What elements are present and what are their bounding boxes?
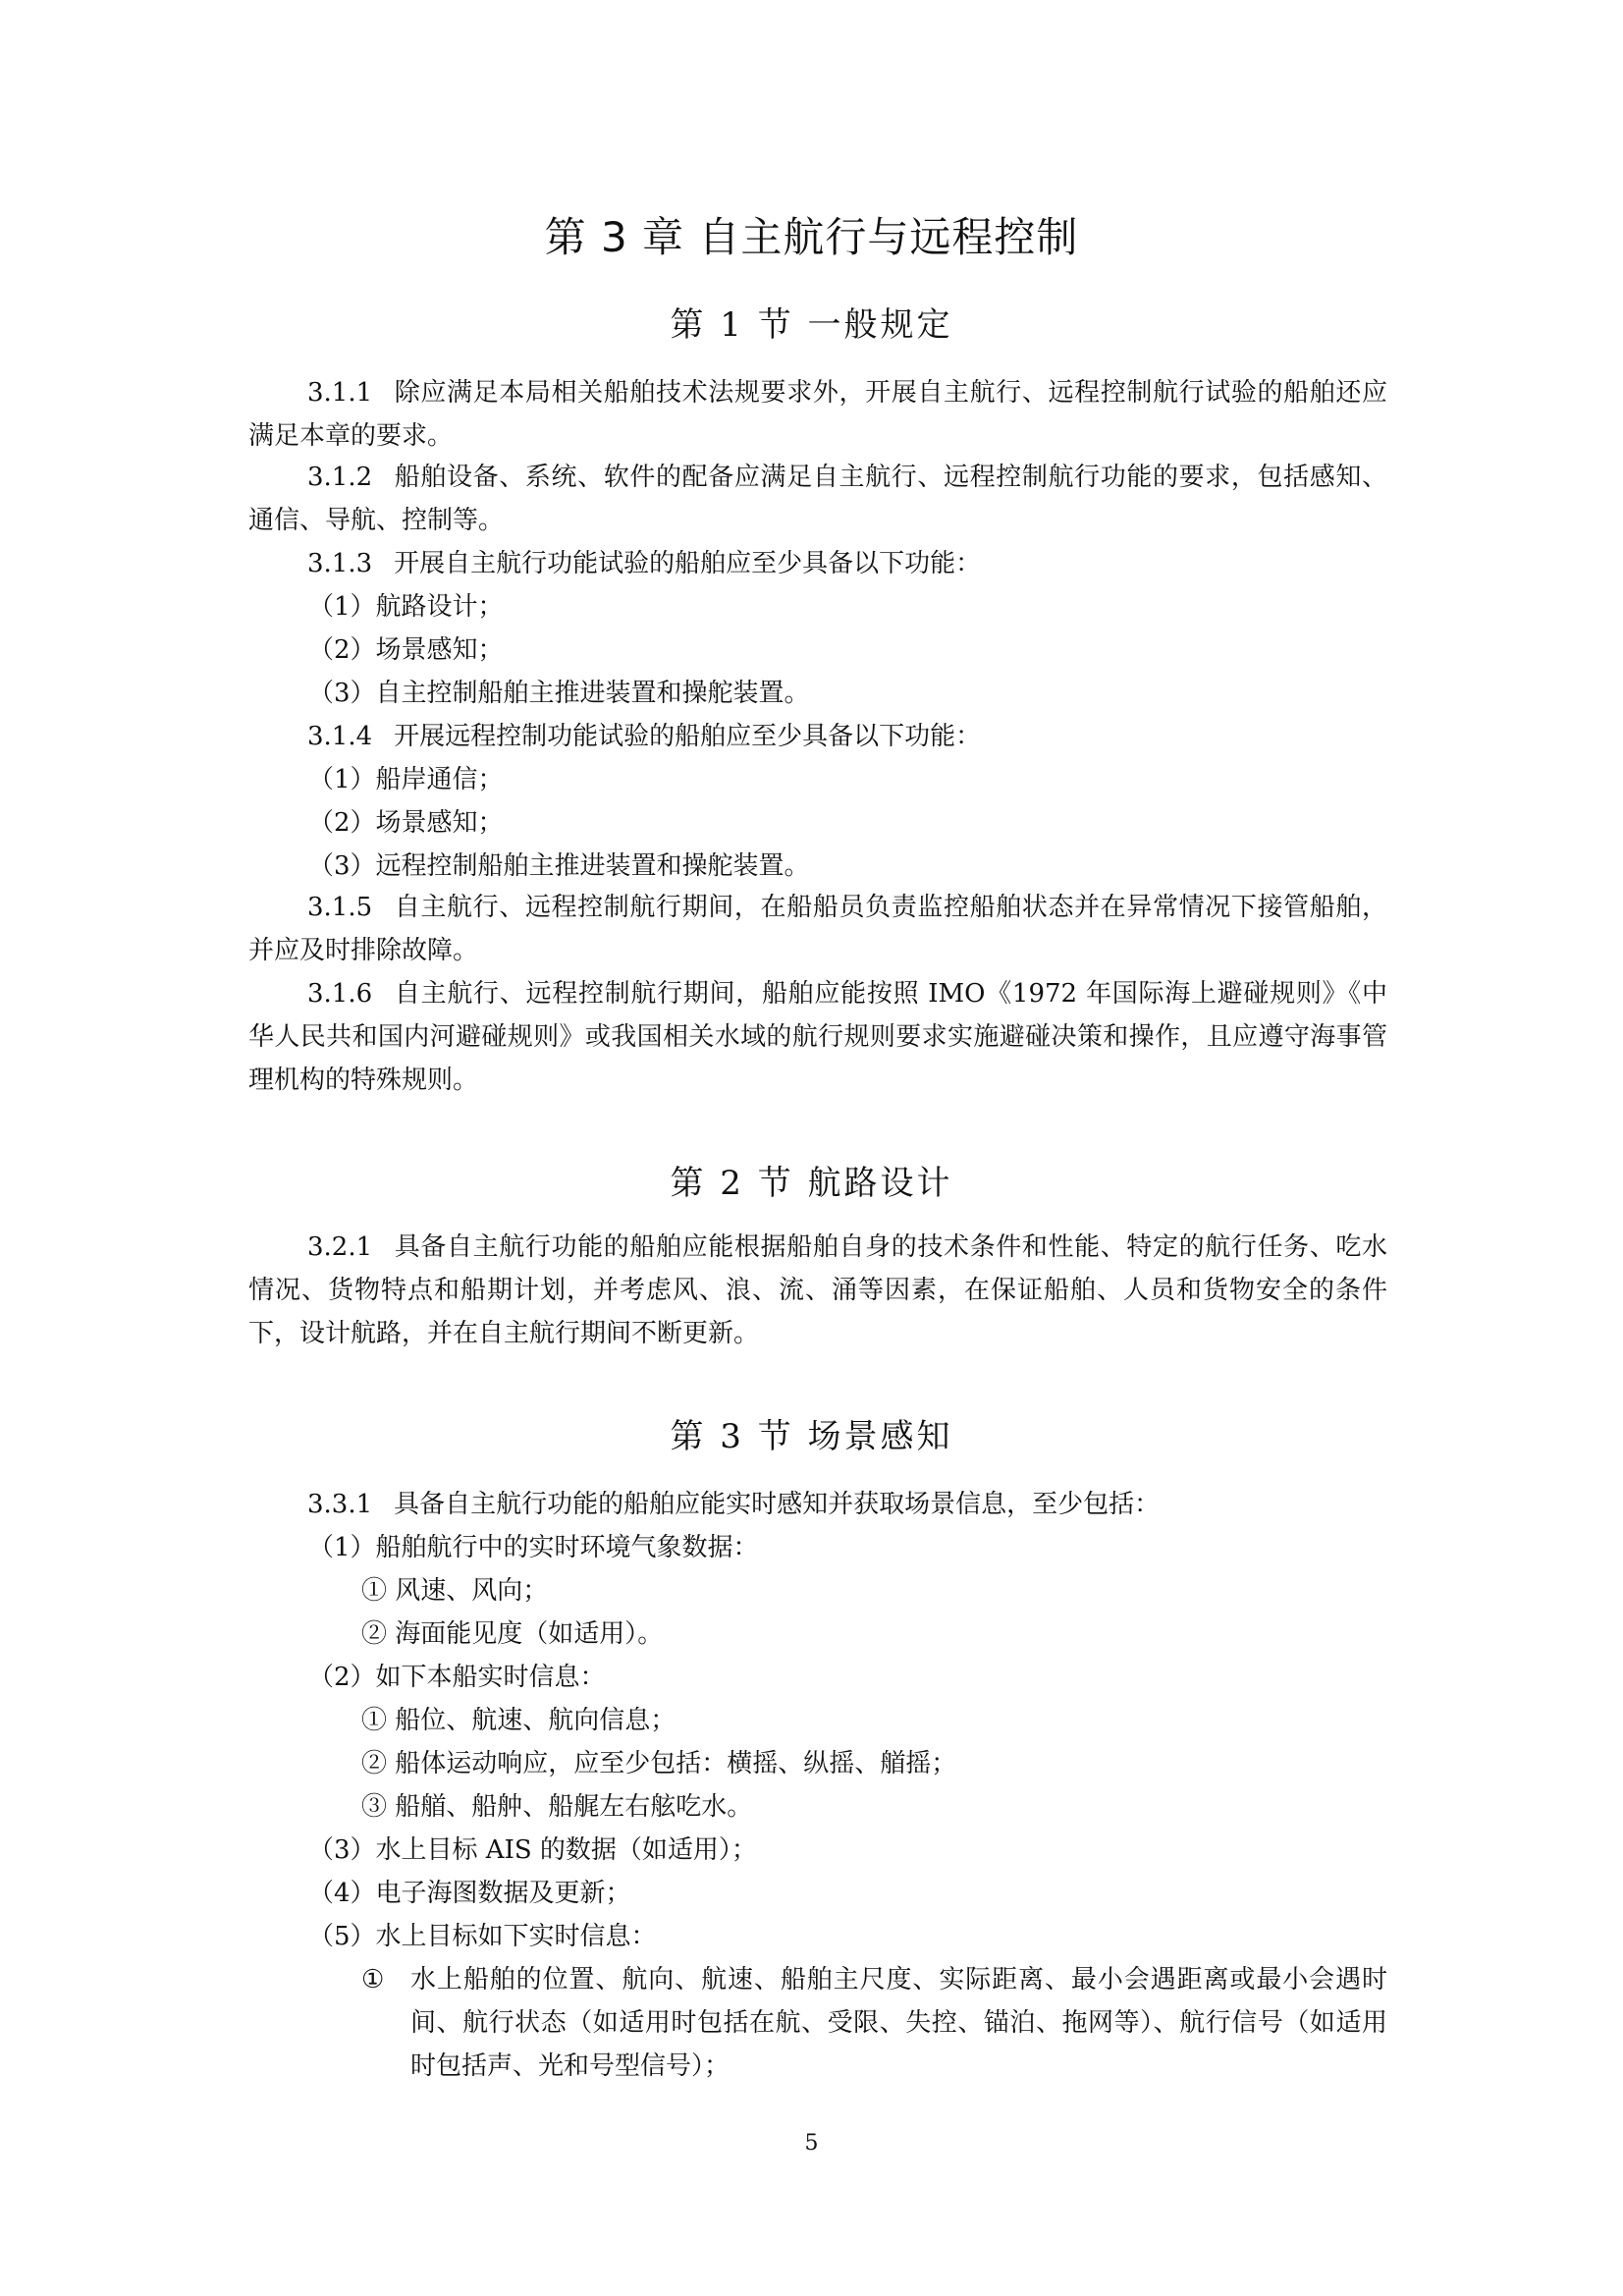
- chapter-title: 第 3 章 自主航行与远程控制: [544, 213, 1079, 261]
- clause-text: 具备自主航行功能的船舶应能实时感知并获取场景信息，至少包括：: [394, 1490, 1161, 1519]
- clause-text: 除应满足本局相关船舶技术法规要求外，开展自主航行、远程控制航行试验的船舶还应满足本章的要求。: [248, 378, 1387, 451]
- clause-number: 3.1.6: [307, 979, 373, 1009]
- section-1-title: 第 1 节 一般规定: [670, 305, 953, 345]
- section-2-title: 第 2 节 航路设计: [670, 1164, 953, 1203]
- clause-3-1-1: [248, 371, 1387, 458]
- sub-list-text: 水上船舶的位置、航向、航速、船舶主尺度、实际距离、最小会遇距离或最小会遇时间、航行状态（如适用时包括在航、受限、失控、锚泊、拖网等）、航行信号（如适用时包括声、光和号型信号）；: [410, 1965, 1387, 2081]
- clause-text: 自主航行、远程控制航行期间，船舶应能按照 IMO《1972 年国际海上避碰规则》《中华人民共和国内河避碰规则》或我国相关水域的航行规则要求实施避碰决策和操作，且应遵守海事管理机构的特殊规则。: [248, 979, 1387, 1095]
- sub-list-item: ② 船体运动响应，应至少包括：横摇、纵摇、艏摇；: [361, 1749, 957, 1778]
- list-item: （4）电子海图数据及更新；: [308, 1879, 631, 1908]
- list-item: （3）远程控制船舶主推进装置和操舵装置。: [308, 851, 810, 881]
- circled-number: ①: [361, 1965, 385, 1995]
- clause-3-2-1: [248, 1226, 1387, 1355]
- clause-text: 开展自主航行功能试验的船舶应至少具备以下功能：: [394, 549, 982, 578]
- clause-number: 3.3.1: [307, 1490, 373, 1519]
- list-item: （2）场景感知；: [308, 808, 504, 838]
- list-item: （3）水上目标 AIS 的数据（如适用）；: [308, 1835, 757, 1865]
- sub-list-item: ② 海面能见度（如适用）。: [361, 1619, 664, 1649]
- clause-3-1-3: [248, 542, 1387, 585]
- clause-text: 自主航行、远程控制航行期间，在船船员负责监控船舶状态并在异常情况下接管船舶，并应及时排除故障。: [248, 893, 1387, 965]
- list-item: （1）船舶航行中的实时环境气象数据：: [308, 1533, 759, 1562]
- clause-number: 3.1.2: [307, 463, 373, 492]
- clause-number: 3.1.5: [307, 893, 373, 922]
- page-number: 5: [804, 2131, 819, 2156]
- clause-3-3-1: [248, 1483, 1387, 1526]
- section-3-title: 第 3 节 场景感知: [670, 1417, 953, 1456]
- clause-number: 3.1.3: [307, 549, 373, 578]
- clause-text: 开展远程控制功能试验的船舶应至少具备以下功能：: [394, 722, 982, 751]
- sub-list-item: ① 船位、航速、航向信息；: [361, 1706, 676, 1735]
- sub-list-item: ③ 船艏、船舯、船艉左右舷吃水。: [361, 1792, 753, 1822]
- list-item: （1）船岸通信；: [308, 765, 504, 794]
- clause-number: 3.1.1: [307, 378, 373, 408]
- sub-list-item: [361, 1958, 1387, 2088]
- clause-3-1-6: [248, 972, 1387, 1102]
- list-item: （1）航路设计；: [308, 592, 504, 622]
- clause-text: 船舶设备、系统、软件的配备应满足自主航行、远程控制航行功能的要求，包括感知、通信、导航、控制等。: [248, 463, 1387, 535]
- clause-3-1-2: [248, 456, 1387, 542]
- list-item: （2）如下本船实时信息：: [308, 1663, 606, 1692]
- sub-list-item: ① 风速、风向；: [361, 1576, 549, 1606]
- list-item: （5）水上目标如下实时信息：: [308, 1922, 657, 1951]
- clause-text: 具备自主航行功能的船舶应能根据船舶自身的技术条件和性能、特定的航行任务、吃水情况、货物特点和船期计划，并考虑风、浪、流、涌等因素，在保证船舶、人员和货物安全的条件下，设计航路，并在自主航行期间不断更新。: [248, 1232, 1387, 1348]
- list-item: （2）场景感知；: [308, 635, 504, 665]
- list-item: （3）自主控制船舶主推进装置和操舵装置。: [308, 679, 810, 708]
- clause-number: 3.1.4: [307, 722, 373, 751]
- clause-3-1-4: [248, 715, 1387, 758]
- clause-number: 3.2.1: [307, 1232, 373, 1262]
- clause-3-1-5: [248, 886, 1387, 972]
